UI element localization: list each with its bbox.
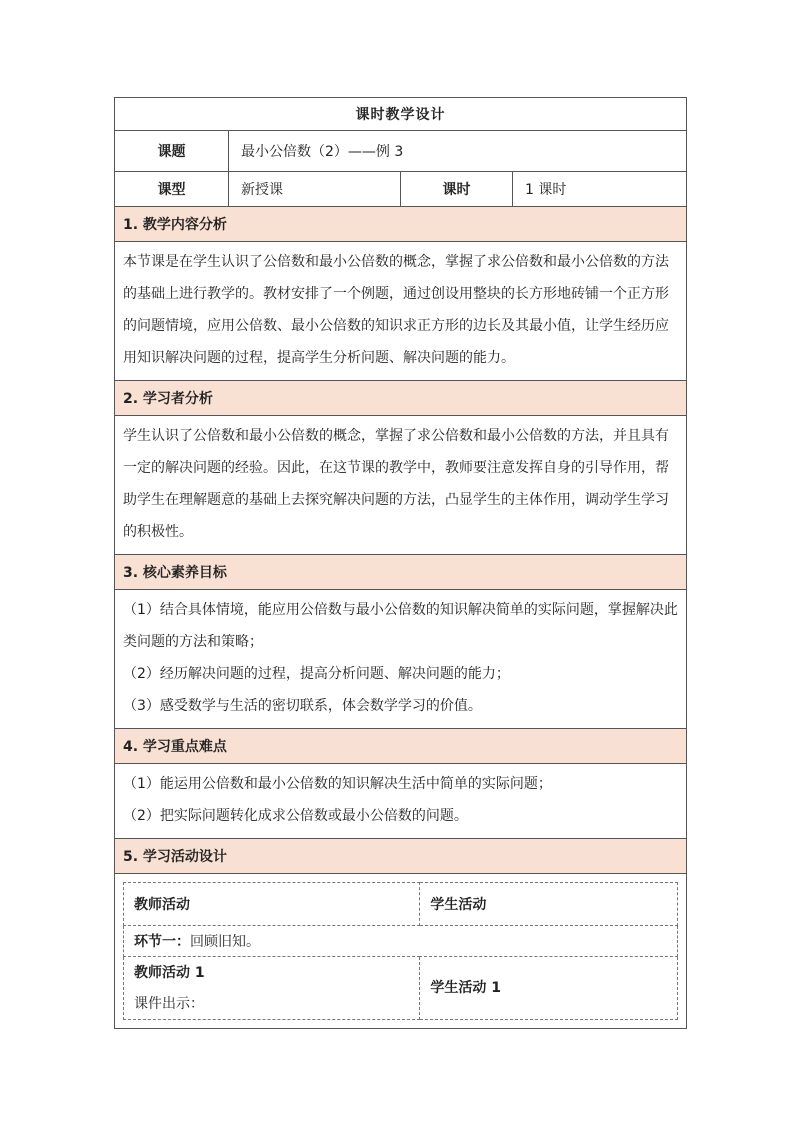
section-heading-activity-design: 5. 学习活动设计 [115, 839, 687, 874]
teacher-activity-text: 课件出示： [134, 996, 204, 1012]
key-point-item: （1）能运用公倍数和最小公倍数的知识解决生活中简单的实际问题； [123, 776, 552, 792]
student-activity-title: 学生活动 1 [430, 980, 501, 996]
hours-value: 1 课时 [513, 172, 687, 207]
segment-text: 回顾旧知。 [190, 934, 260, 950]
section-body-learner-analysis [115, 416, 687, 555]
doc-title: 课时教学设计 [115, 98, 687, 131]
type-label: 课型 [115, 172, 229, 207]
section-body-core-goals [115, 590, 687, 729]
activity-table [123, 882, 678, 1020]
lesson-plan-table [114, 97, 687, 1029]
goal-item: （3）感受数学与生活的密切联系，体会数学学习的价值。 [123, 698, 482, 714]
section-heading-learner-analysis: 2. 学习者分析 [115, 381, 687, 416]
hours-label: 课时 [401, 172, 513, 207]
segment-row [124, 926, 678, 957]
segment-label: 环节一： [134, 934, 190, 950]
goal-item: （2）经历解决问题的过程，提高分析问题、解决问题的能力； [123, 666, 510, 682]
topic-value: 最小公倍数（2）——例 3 [229, 131, 687, 172]
student-activity-header: 学生活动 [420, 883, 678, 926]
paragraph: 学生认识了公倍数和最小公倍数的概念，掌握了求公倍数和最小公倍数的方法，并且具有一定的解决问题的经验。因此，在这节课的教学中，教师要注意发挥自身的引导作用，帮助学生在理解题意的基础上去探究解决问题的方法，凸显学生的主体作用，调动学生学习的积极性。 [123, 428, 669, 540]
teacher-activity-cell [124, 957, 420, 1020]
lesson-plan-sheet [114, 97, 686, 1029]
section-heading-content-analysis: 1. 教学内容分析 [115, 207, 687, 242]
teacher-activity-header: 教师活动 [124, 883, 420, 926]
student-activity-cell [420, 957, 678, 1020]
section-body-content-analysis [115, 242, 687, 381]
activity-design-body [115, 874, 687, 1029]
key-point-item: （2）把实际问题转化成求公倍数或最小公倍数的问题。 [123, 808, 468, 824]
paragraph: 本节课是在学生认识了公倍数和最小公倍数的概念，掌握了求公倍数和最小公倍数的方法的基础上进行教学的。教材安排了一个例题，通过创设用整块的长方形地砖铺一个正方形的问题情境，应用公倍数、最小公倍数的知识求正方形的边长及其最小值，让学生经历应用知识解决问题的过程，提高学生分析问题、解决问题的能力。 [123, 254, 669, 366]
goal-item: （1）结合具体情境，能应用公倍数与最小公倍数的知识解决简单的实际问题，掌握解决此类问题的方法和策略； [123, 602, 678, 650]
section-heading-key-points: 4. 学习重点难点 [115, 729, 687, 764]
section-heading-core-goals: 3. 核心素养目标 [115, 555, 687, 590]
section-body-key-points [115, 764, 687, 839]
topic-label: 课题 [115, 131, 229, 172]
teacher-activity-title: 教师活动 1 [134, 965, 205, 981]
type-value: 新授课 [229, 172, 401, 207]
